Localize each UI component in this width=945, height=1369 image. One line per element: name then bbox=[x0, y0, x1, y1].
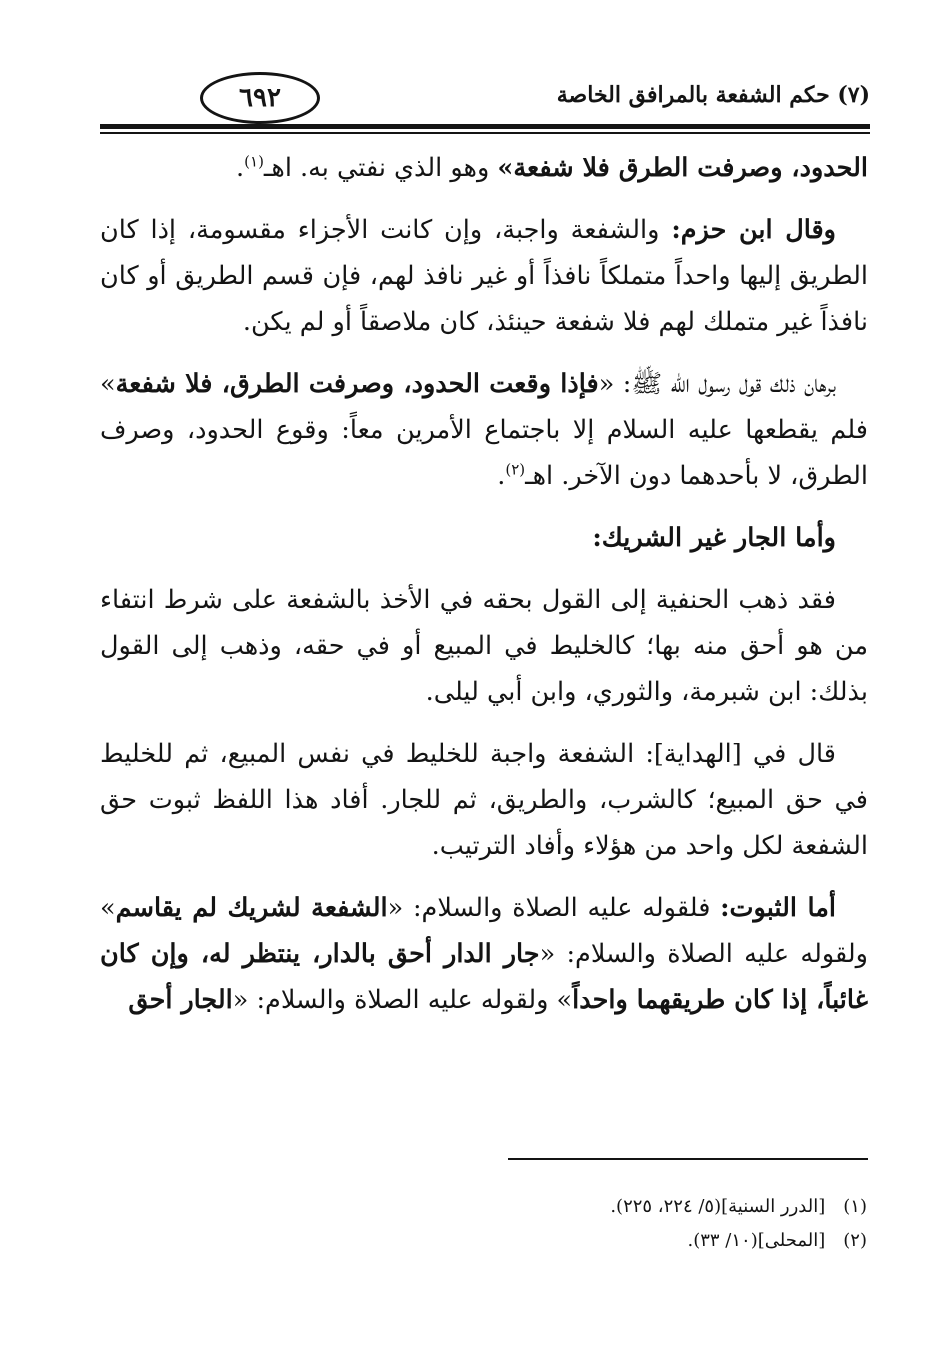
hadith-quote: فإذا وقعت الحدود، وصرفت الطرق، فلا شفعة bbox=[115, 369, 599, 399]
footnote-ref: (١) bbox=[244, 152, 264, 171]
footnote-text: [الدرر السنية](٥/ ٢٢٤، ٢٢٥). bbox=[610, 1196, 826, 1217]
hadith-quote: الجار أحق bbox=[128, 985, 233, 1015]
footnote-number: (٢) bbox=[843, 1230, 867, 1251]
footnotes bbox=[107, 1190, 867, 1258]
header-rule-thin bbox=[100, 132, 870, 134]
header-rule-thick bbox=[100, 124, 870, 129]
text-run: » ولقوله عليه الصلاة والسلام: « bbox=[232, 985, 573, 1015]
paragraph-hanafi: فقد ذهب الحنفية إلى القول بحقه في الأخذ بالشفعة على شرط انتفاء من هو أحق منه بها؛ كالخليط في المبيع أو في حقه، وذهب إلى القول بذلك: ابن شبرمة، والثوري، وابن أبي ليلى. bbox=[100, 585, 868, 707]
footnote bbox=[107, 1190, 867, 1224]
hadith-quote: الشفعة لشريك لم يقاسم bbox=[115, 893, 388, 923]
text-run: . bbox=[236, 153, 245, 183]
footnote-number: (١) bbox=[843, 1196, 867, 1217]
footnote-rule bbox=[508, 1158, 868, 1160]
hadith-quote: جار الدار أحق بالدار، ينتظر له، وإن كان غائباً، إذا كان طريقهما واحداً bbox=[100, 939, 868, 1015]
section-heading: وأما الجار غير الشريك: bbox=[592, 523, 836, 553]
footnote-text: [المحلى](١٠/ ٣٣). bbox=[687, 1230, 826, 1251]
paragraph-proof-hadiths bbox=[100, 885, 868, 1023]
text-run: فلقوله عليه الصلاة والسلام: « bbox=[387, 893, 721, 923]
footnote bbox=[107, 1224, 867, 1258]
bold-phrase: الحدود، وصرفت الطرق فلا شفعة» bbox=[497, 153, 868, 183]
paragraph-ibn-hazm bbox=[100, 207, 868, 345]
footnote-ref: (٢) bbox=[505, 460, 526, 479]
bold-phrase: أما الثبوت: bbox=[720, 893, 836, 923]
paragraph-hidaya: قال في [الهداية]: الشفعة واجبة للخليط في نفس المبيع، ثم للخليط في حق المبيع؛ كالشرب، والطريق، ثم للجار. أفاد هذا اللفظ ثبوت حق الشفعة لكل واحد من هؤلاء وأفاد الترتيب. bbox=[100, 739, 868, 861]
text-run: وهو الذي نفتي به. اهـ bbox=[263, 153, 498, 183]
body-text bbox=[100, 145, 868, 1039]
paragraph-proof bbox=[100, 361, 868, 499]
bold-phrase: وقال ابن حزم: bbox=[671, 215, 836, 245]
text-run: برهان ذلك قول رسول الله ﷺ: « bbox=[598, 369, 836, 399]
text-run: . bbox=[497, 461, 506, 491]
running-head: (٧) حكم الشفعة بالمرافق الخاصة bbox=[556, 82, 870, 108]
page-header bbox=[100, 72, 870, 132]
text-run: » ولقوله عليه الصلاة والسلام: « bbox=[100, 893, 868, 969]
text-run: والشفعة واجبة، وإن كانت الأجزاء مقسومة، إذا كان الطريق إليها واحداً متملكاً نافذاً أو غير نافذ لهم، فإن قسم الطريق أو كان نافذاً غير متملك لهم فلا شفعة حينئذ، كان ملاصقاً أو لم يكن. bbox=[100, 215, 868, 337]
paragraph-continuation bbox=[100, 145, 868, 191]
page-number: ٦٩٢ bbox=[200, 72, 320, 124]
text-run: » فلم يقطعها عليه السلام إلا باجتماع الأمرين معاً: وقوع الحدود، وصرف الطرق، لا بأحدهما دون الآخر. اهـ bbox=[100, 369, 868, 491]
